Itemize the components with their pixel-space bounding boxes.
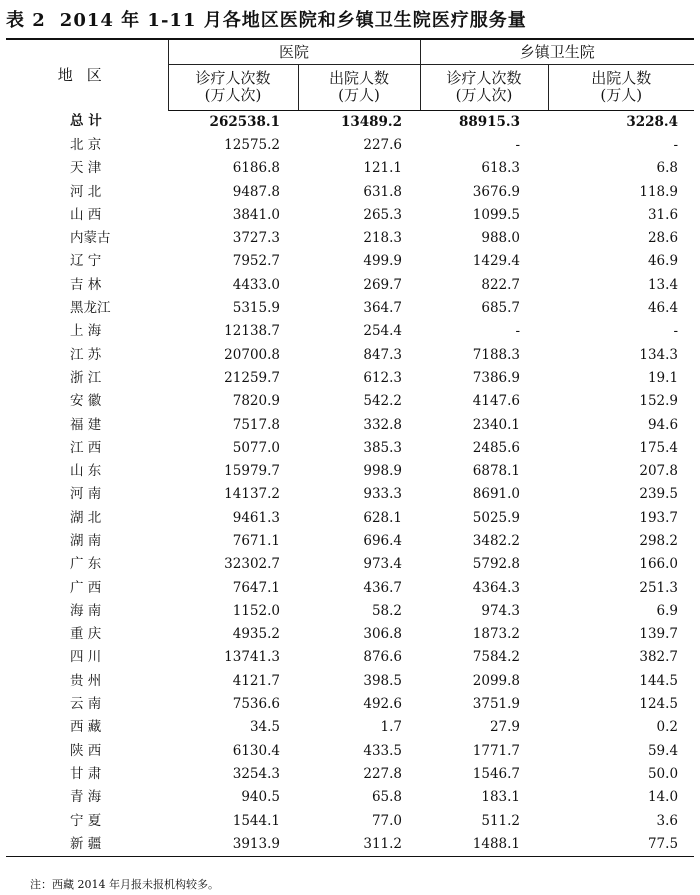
- region-cell: 甘 肃: [70, 765, 102, 782]
- township-discharges-cell: 31.6: [647, 206, 679, 223]
- hospital-discharges-cell: 364.7: [363, 300, 403, 317]
- region-cell: 海 南: [70, 602, 102, 619]
- table-row: [6, 833, 694, 857]
- table-row: [6, 437, 694, 460]
- table-row: [6, 180, 694, 203]
- region-cell: 山 西: [70, 206, 102, 223]
- table-row: [6, 740, 694, 763]
- hospital-discharges-cell: 269.7: [363, 276, 403, 293]
- table-row: [6, 343, 694, 366]
- hospital-visits-cell: 262538.1: [209, 113, 280, 130]
- region-cell: 陕 西: [70, 742, 102, 759]
- hospital-visits-cell: 9461.3: [232, 509, 280, 526]
- hospital-visits-cell: 9487.8: [232, 183, 280, 200]
- township-discharges-cell: 134.3: [639, 346, 679, 363]
- table-row: [6, 320, 694, 343]
- township-discharges-cell: 166.0: [639, 556, 679, 573]
- table-row: [6, 460, 694, 483]
- table-row-total: [6, 110, 694, 134]
- region-cell: 上 海: [70, 323, 102, 340]
- hospital-discharges-cell: 265.3: [363, 206, 403, 223]
- township-discharges-cell: 77.5: [548, 833, 694, 857]
- township-visits-cell: -: [515, 136, 521, 153]
- township-discharges-cell: 46.9: [647, 253, 679, 270]
- region-cell: 四 川: [70, 649, 102, 666]
- region-cell: 云 南: [70, 696, 102, 713]
- township-discharges-cell: 0.2: [656, 719, 679, 736]
- hospital-discharges-cell: 13489.2: [340, 113, 403, 130]
- hospital-discharges-cell: 306.8: [363, 626, 403, 643]
- hospital-visits-cell: 12575.2: [224, 136, 280, 153]
- township-discharges-cell: 251.3: [639, 579, 679, 596]
- table-row: [6, 530, 694, 553]
- hospital-discharges-cell: 998.9: [363, 463, 403, 480]
- table-title: [6, 6, 696, 32]
- township-discharges-cell: 144.5: [639, 672, 679, 689]
- township-visits-cell: 685.7: [481, 300, 521, 317]
- table-row: [6, 507, 694, 530]
- hospital-visits-cell: 3254.3: [232, 765, 280, 782]
- township-discharges-cell: 118.9: [639, 183, 679, 200]
- header-hospital: 医院: [168, 39, 420, 65]
- township-discharges-cell: 152.9: [639, 393, 679, 410]
- township-discharges-cell: 46.4: [647, 300, 679, 317]
- table-row: [6, 693, 694, 716]
- header-hospital-discharges: 出院人数 (万人): [298, 65, 420, 110]
- header-region: 地区: [6, 39, 168, 110]
- table-row: [6, 367, 694, 390]
- township-discharges-cell: 6.9: [656, 602, 679, 619]
- hospital-discharges-cell: 311.2: [298, 833, 420, 857]
- region-cell: 黑龙江: [70, 300, 111, 317]
- township-visits-cell: 2099.8: [472, 672, 521, 689]
- hospital-discharges-cell: 218.3: [363, 230, 403, 247]
- township-visits-cell: 1546.7: [472, 765, 521, 782]
- hospital-visits-cell: 7517.8: [232, 416, 280, 433]
- region-cell: 北 京: [70, 136, 102, 153]
- hospital-visits-cell: 3727.3: [232, 230, 280, 247]
- hospital-discharges-cell: 973.4: [363, 556, 403, 573]
- township-visits-cell: -: [515, 323, 521, 340]
- table-row: [6, 390, 694, 413]
- table-row: [6, 157, 694, 180]
- township-visits-cell: 1099.5: [472, 206, 521, 223]
- table-row: [6, 204, 694, 227]
- region-cell: 西 藏: [70, 719, 102, 736]
- table-row: [6, 786, 694, 809]
- hospital-discharges-cell: 492.6: [363, 696, 403, 713]
- hospital-visits-cell: 5315.9: [232, 300, 280, 317]
- hospital-visits-cell: 5077.0: [232, 439, 280, 456]
- hospital-visits-cell: 7820.9: [232, 393, 280, 410]
- region-cell: 浙 江: [70, 369, 102, 386]
- township-discharges-cell: 13.4: [647, 276, 679, 293]
- hospital-visits-cell: 20700.8: [224, 346, 280, 363]
- hospital-discharges-cell: 77.0: [371, 812, 403, 829]
- township-visits-cell: 27.9: [489, 719, 521, 736]
- hospital-discharges-cell: 65.8: [371, 789, 403, 806]
- hospital-discharges-cell: 542.2: [363, 393, 403, 410]
- hospital-visits-cell: 4121.7: [232, 672, 280, 689]
- township-visits-cell: 88915.3: [458, 113, 521, 130]
- hospital-discharges-cell: 227.6: [363, 136, 403, 153]
- hospital-visits-cell: 34.5: [249, 719, 280, 736]
- hospital-discharges-cell: 876.6: [363, 649, 403, 666]
- table-row: [6, 227, 694, 250]
- table-number: 表 2: [6, 10, 46, 31]
- table-row: [6, 576, 694, 599]
- hospital-discharges-cell: 398.5: [363, 672, 403, 689]
- township-visits-cell: 5025.9: [472, 509, 521, 526]
- township-visits-cell: 822.7: [481, 276, 521, 293]
- township-discharges-cell: 28.6: [647, 230, 679, 247]
- township-visits-cell: 618.3: [481, 160, 521, 177]
- hospital-visits-cell: 940.5: [241, 789, 280, 806]
- township-discharges-cell: 3228.4: [626, 113, 679, 130]
- table-row: [6, 553, 694, 576]
- region-cell: 吉 林: [70, 276, 102, 293]
- hospital-visits-cell: 1152.0: [232, 602, 280, 619]
- hospital-visits-cell: 1544.1: [232, 812, 280, 829]
- footnote: 注：西藏 2014 年月报未报机构较多。: [30, 878, 219, 891]
- table-row: [6, 809, 694, 832]
- table-row: [6, 274, 694, 297]
- table-row: [6, 670, 694, 693]
- township-visits-cell: 974.3: [481, 602, 521, 619]
- township-visits-cell: 3482.2: [472, 532, 521, 549]
- region-cell: 新 疆: [6, 833, 168, 857]
- hospital-visits-cell: 32302.7: [224, 556, 280, 573]
- hospital-visits-cell: 15979.7: [224, 463, 280, 480]
- hospital-discharges-cell: 433.5: [363, 742, 403, 759]
- region-cell: 重 庆: [70, 626, 102, 643]
- township-visits-cell: 3676.9: [472, 183, 521, 200]
- table-row: [6, 483, 694, 506]
- table-row: [6, 646, 694, 669]
- township-discharges-cell: 94.6: [647, 416, 679, 433]
- township-visits-cell: 183.1: [481, 789, 521, 806]
- township-discharges-cell: 19.1: [647, 369, 679, 386]
- hospital-visits-cell: 7647.1: [232, 579, 280, 596]
- hospital-visits-cell: 21259.7: [224, 369, 280, 386]
- region-cell: 安 徽: [70, 393, 102, 410]
- region-cell: 天 津: [70, 160, 102, 177]
- township-discharges-cell: 193.7: [639, 509, 679, 526]
- table-row: [6, 250, 694, 273]
- table-title-text: 2014 年 1-11 月各地区医院和乡镇卫生院医疗服务量: [59, 10, 527, 31]
- township-discharges-cell: -: [673, 136, 679, 153]
- township-discharges-cell: 298.2: [639, 532, 679, 549]
- hospital-discharges-cell: 227.8: [363, 765, 403, 782]
- region-cell: 河 南: [70, 486, 102, 503]
- township-discharges-cell: 14.0: [647, 789, 679, 806]
- region-cell: 江 西: [70, 439, 102, 456]
- region-cell: 湖 北: [70, 509, 102, 526]
- header-hospital-visits: 诊疗人次数 (万人次): [168, 65, 298, 110]
- township-discharges-cell: 6.8: [656, 160, 679, 177]
- hospital-discharges-cell: 628.1: [363, 509, 403, 526]
- township-visits-cell: 1873.2: [472, 626, 521, 643]
- township-visits-cell: 4364.3: [472, 579, 521, 596]
- hospital-discharges-cell: 696.4: [363, 532, 403, 549]
- region-cell: 青 海: [70, 789, 102, 806]
- hospital-visits-cell: 4935.2: [232, 626, 280, 643]
- hospital-discharges-cell: 121.1: [363, 160, 403, 177]
- hospital-visits-cell: 7536.6: [232, 696, 280, 713]
- township-discharges-cell: 175.4: [639, 439, 679, 456]
- hospital-visits-cell: 13741.3: [224, 649, 280, 666]
- hospital-discharges-cell: 933.3: [363, 486, 403, 503]
- hospital-discharges-cell: 254.4: [363, 323, 403, 340]
- township-discharges-cell: 239.5: [639, 486, 679, 503]
- township-discharges-cell: -: [673, 323, 679, 340]
- region-cell: 河 北: [70, 183, 102, 200]
- township-visits-cell: 1488.1: [420, 833, 548, 857]
- hospital-discharges-cell: 436.7: [363, 579, 403, 596]
- hospital-discharges-cell: 847.3: [363, 346, 403, 363]
- township-visits-cell: 7386.9: [472, 369, 521, 386]
- hospital-visits-cell: 4433.0: [232, 276, 280, 293]
- region-cell: 贵 州: [70, 672, 102, 689]
- region-cell: 内蒙古: [70, 230, 111, 247]
- township-visits-cell: 4147.6: [472, 393, 521, 410]
- table-row: [6, 623, 694, 646]
- hospital-discharges-cell: 58.2: [371, 602, 403, 619]
- hospital-visits-cell: 3841.0: [232, 206, 280, 223]
- header-township: 乡镇卫生院: [420, 39, 694, 65]
- table-row: [6, 134, 694, 157]
- region-cell: 福 建: [70, 416, 102, 433]
- region-cell: 宁 夏: [70, 812, 102, 829]
- township-discharges-cell: 207.8: [639, 463, 679, 480]
- township-discharges-cell: 59.4: [647, 742, 679, 759]
- hospital-discharges-cell: 612.3: [363, 369, 403, 386]
- township-discharges-cell: 124.5: [639, 696, 679, 713]
- township-visits-cell: 2340.1: [472, 416, 521, 433]
- header-township-discharges: 出院人数 (万人): [548, 65, 694, 110]
- township-visits-cell: 1429.4: [472, 253, 521, 270]
- service-volume-table: [6, 38, 694, 857]
- hospital-visits-cell: 6186.8: [232, 160, 280, 177]
- hospital-discharges-cell: 332.8: [363, 416, 403, 433]
- township-visits-cell: 5792.8: [472, 556, 521, 573]
- township-discharges-cell: 50.0: [647, 765, 679, 782]
- hospital-visits-cell: 7952.7: [232, 253, 280, 270]
- township-discharges-cell: 3.6: [656, 812, 679, 829]
- table-row: [6, 297, 694, 320]
- hospital-visits-cell: 12138.7: [224, 323, 280, 340]
- region-cell: 江 苏: [70, 346, 102, 363]
- township-visits-cell: 511.2: [481, 812, 521, 829]
- table-row: [6, 763, 694, 786]
- region-cell: 总 计: [70, 113, 102, 130]
- table-row: [6, 716, 694, 739]
- hospital-discharges-cell: 631.8: [363, 183, 403, 200]
- hospital-discharges-cell: 499.9: [363, 253, 403, 270]
- region-cell: 广 东: [70, 556, 102, 573]
- hospital-visits-cell: 7671.1: [232, 532, 280, 549]
- region-cell: 山 东: [70, 463, 102, 480]
- hospital-visits-cell: 6130.4: [232, 742, 280, 759]
- table-row: [6, 413, 694, 436]
- table-row: [6, 600, 694, 623]
- township-discharges-cell: 139.7: [639, 626, 679, 643]
- hospital-discharges-cell: 385.3: [363, 439, 403, 456]
- hospital-discharges-cell: 1.7: [380, 719, 403, 736]
- township-visits-cell: 6878.1: [472, 463, 521, 480]
- region-cell: 广 西: [70, 579, 102, 596]
- region-cell: 辽 宁: [70, 253, 102, 270]
- table-body: [6, 110, 694, 857]
- township-visits-cell: 7584.2: [472, 649, 521, 666]
- township-visits-cell: 3751.9: [472, 696, 521, 713]
- hospital-visits-cell: 14137.2: [224, 486, 280, 503]
- hospital-visits-cell: 3913.9: [168, 833, 298, 857]
- township-visits-cell: 1771.7: [472, 742, 521, 759]
- township-discharges-cell: 382.7: [639, 649, 679, 666]
- township-visits-cell: 988.0: [481, 230, 521, 247]
- township-visits-cell: 7188.3: [472, 346, 521, 363]
- region-cell: 湖 南: [70, 532, 102, 549]
- township-visits-cell: 2485.6: [472, 439, 521, 456]
- header-township-visits: 诊疗人次数 (万人次): [420, 65, 548, 110]
- township-visits-cell: 8691.0: [472, 486, 521, 503]
